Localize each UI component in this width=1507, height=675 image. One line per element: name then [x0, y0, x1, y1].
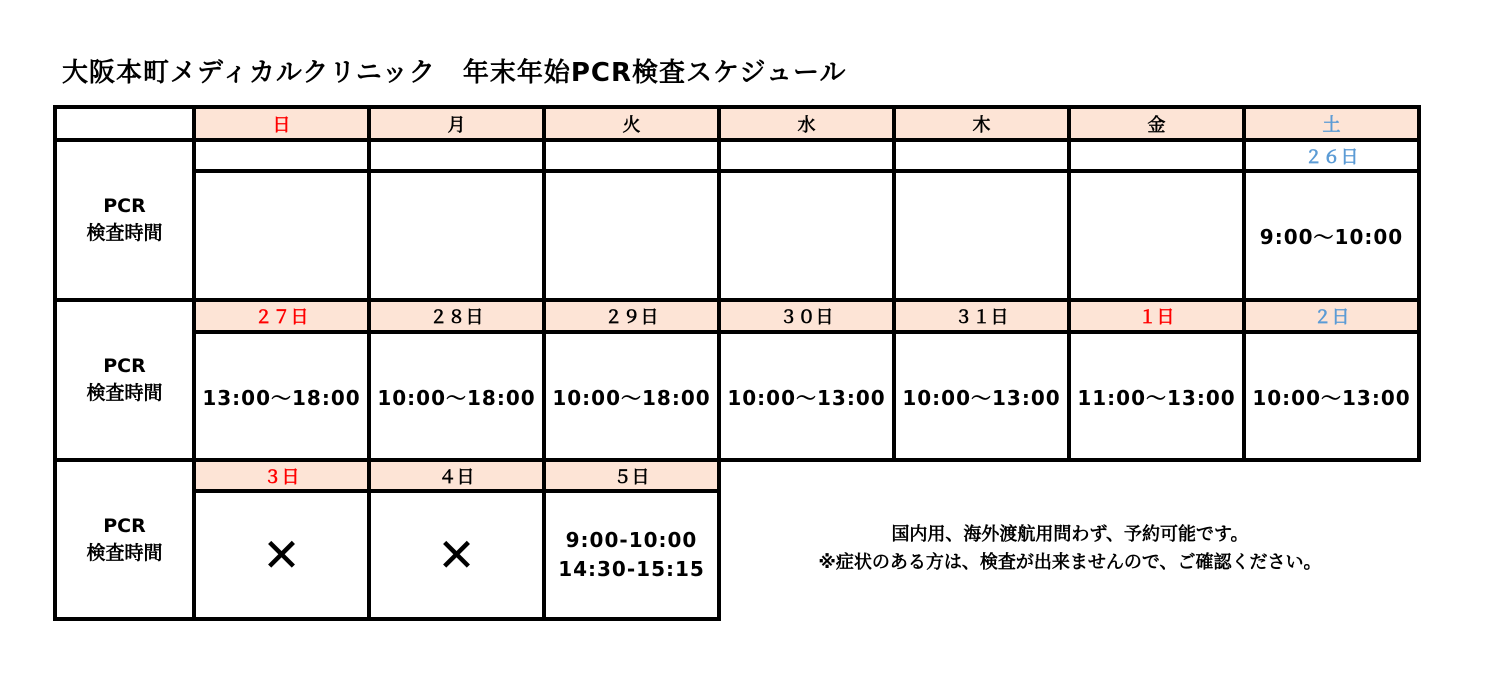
row-label-pcr: PCR — [103, 355, 146, 377]
week2-time-sun: 13:00～18:00 — [194, 332, 369, 460]
row-label-pcr: PCR — [103, 195, 146, 217]
week3-time-tue-slot2: 14:30-15:15 — [558, 557, 705, 581]
row-label-time: 検査時間 — [86, 541, 163, 564]
notice-line-1: 国内用、海外渡航用問わず、予約可能です。 — [891, 523, 1249, 545]
notice-area — [719, 460, 1419, 619]
weekday-thursday: 木 — [894, 107, 1069, 140]
weekday-wednesday: 水 — [719, 107, 894, 140]
week2-date-tue: ２９日 — [544, 300, 719, 332]
week1-date-sun — [194, 140, 369, 171]
week1-date-thu — [894, 140, 1069, 171]
week1-time-sun — [194, 171, 369, 300]
week1-date-row — [55, 140, 1419, 171]
week2-time-wed: 10:00～13:00 — [719, 332, 894, 460]
week1-time-row — [55, 171, 1419, 300]
week1-time-thu — [894, 171, 1069, 300]
week2-time-sat: 10:00～13:00 — [1244, 332, 1419, 460]
weekday-tuesday: 火 — [544, 107, 719, 140]
row-label-pcr: PCR — [103, 514, 146, 537]
week2-time-thu: 10:00～13:00 — [894, 332, 1069, 460]
pcr-schedule-table — [53, 105, 1421, 621]
week1-date-tue — [544, 140, 719, 171]
week3-date-tue: ５日 — [544, 460, 719, 491]
week2-time-mon: 10:00～18:00 — [369, 332, 544, 460]
row-label-time: 検査時間 — [86, 222, 163, 244]
week2-time-tue: 10:00～18:00 — [544, 332, 719, 460]
week2-time-row — [55, 332, 1419, 460]
week3-row-label — [55, 460, 194, 619]
weekday-friday: 金 — [1069, 107, 1244, 140]
week1-time-fri — [1069, 171, 1244, 300]
week2-row-label — [55, 300, 194, 460]
week1-time-wed — [719, 171, 894, 300]
week3-time-tue-slot1: 9:00-10:00 — [565, 528, 698, 552]
weekday-monday: 月 — [369, 107, 544, 140]
week3-date-row — [55, 460, 1419, 491]
week2-date-mon: ２８日 — [369, 300, 544, 332]
week2-date-sat: ２日 — [1244, 300, 1419, 332]
week3-date-sun: ３日 — [194, 460, 369, 491]
weekday-header-row — [55, 107, 1419, 140]
week1-date-mon — [369, 140, 544, 171]
week2-date-row — [55, 300, 1419, 332]
weekday-saturday: 土 — [1244, 107, 1419, 140]
week2-date-fri: １日 — [1069, 300, 1244, 332]
corner-cell — [55, 107, 194, 140]
week1-time-mon — [369, 171, 544, 300]
week2-date-wed: ３０日 — [719, 300, 894, 332]
week1-row-label — [55, 140, 194, 300]
week2-date-thu: ３１日 — [894, 300, 1069, 332]
week1-date-wed — [719, 140, 894, 171]
week3-date-mon: ４日 — [369, 460, 544, 491]
notice-text — [721, 521, 1419, 577]
week2-date-sun: ２７日 — [194, 300, 369, 332]
week2-time-fri: 11:00～13:00 — [1069, 332, 1244, 460]
week1-date-sat: ２６日 — [1244, 140, 1419, 171]
weekday-sunday: 日 — [194, 107, 369, 140]
notice-line-2: ※症状のある方は、検査が出来ませんので、ご確認ください。 — [818, 551, 1322, 573]
week1-time-tue — [544, 171, 719, 300]
week1-date-fri — [1069, 140, 1244, 171]
closed-mark-mon: ✕ — [369, 491, 544, 619]
page-title: 大阪本町メディカルクリニック 年末年始PCR検査スケジュール — [62, 58, 847, 88]
week3-time-tue — [544, 491, 719, 619]
week1-time-sat: 9:00～10:00 — [1244, 171, 1419, 300]
row-label-time: 検査時間 — [86, 382, 163, 404]
closed-mark-sun: ✕ — [194, 491, 369, 619]
